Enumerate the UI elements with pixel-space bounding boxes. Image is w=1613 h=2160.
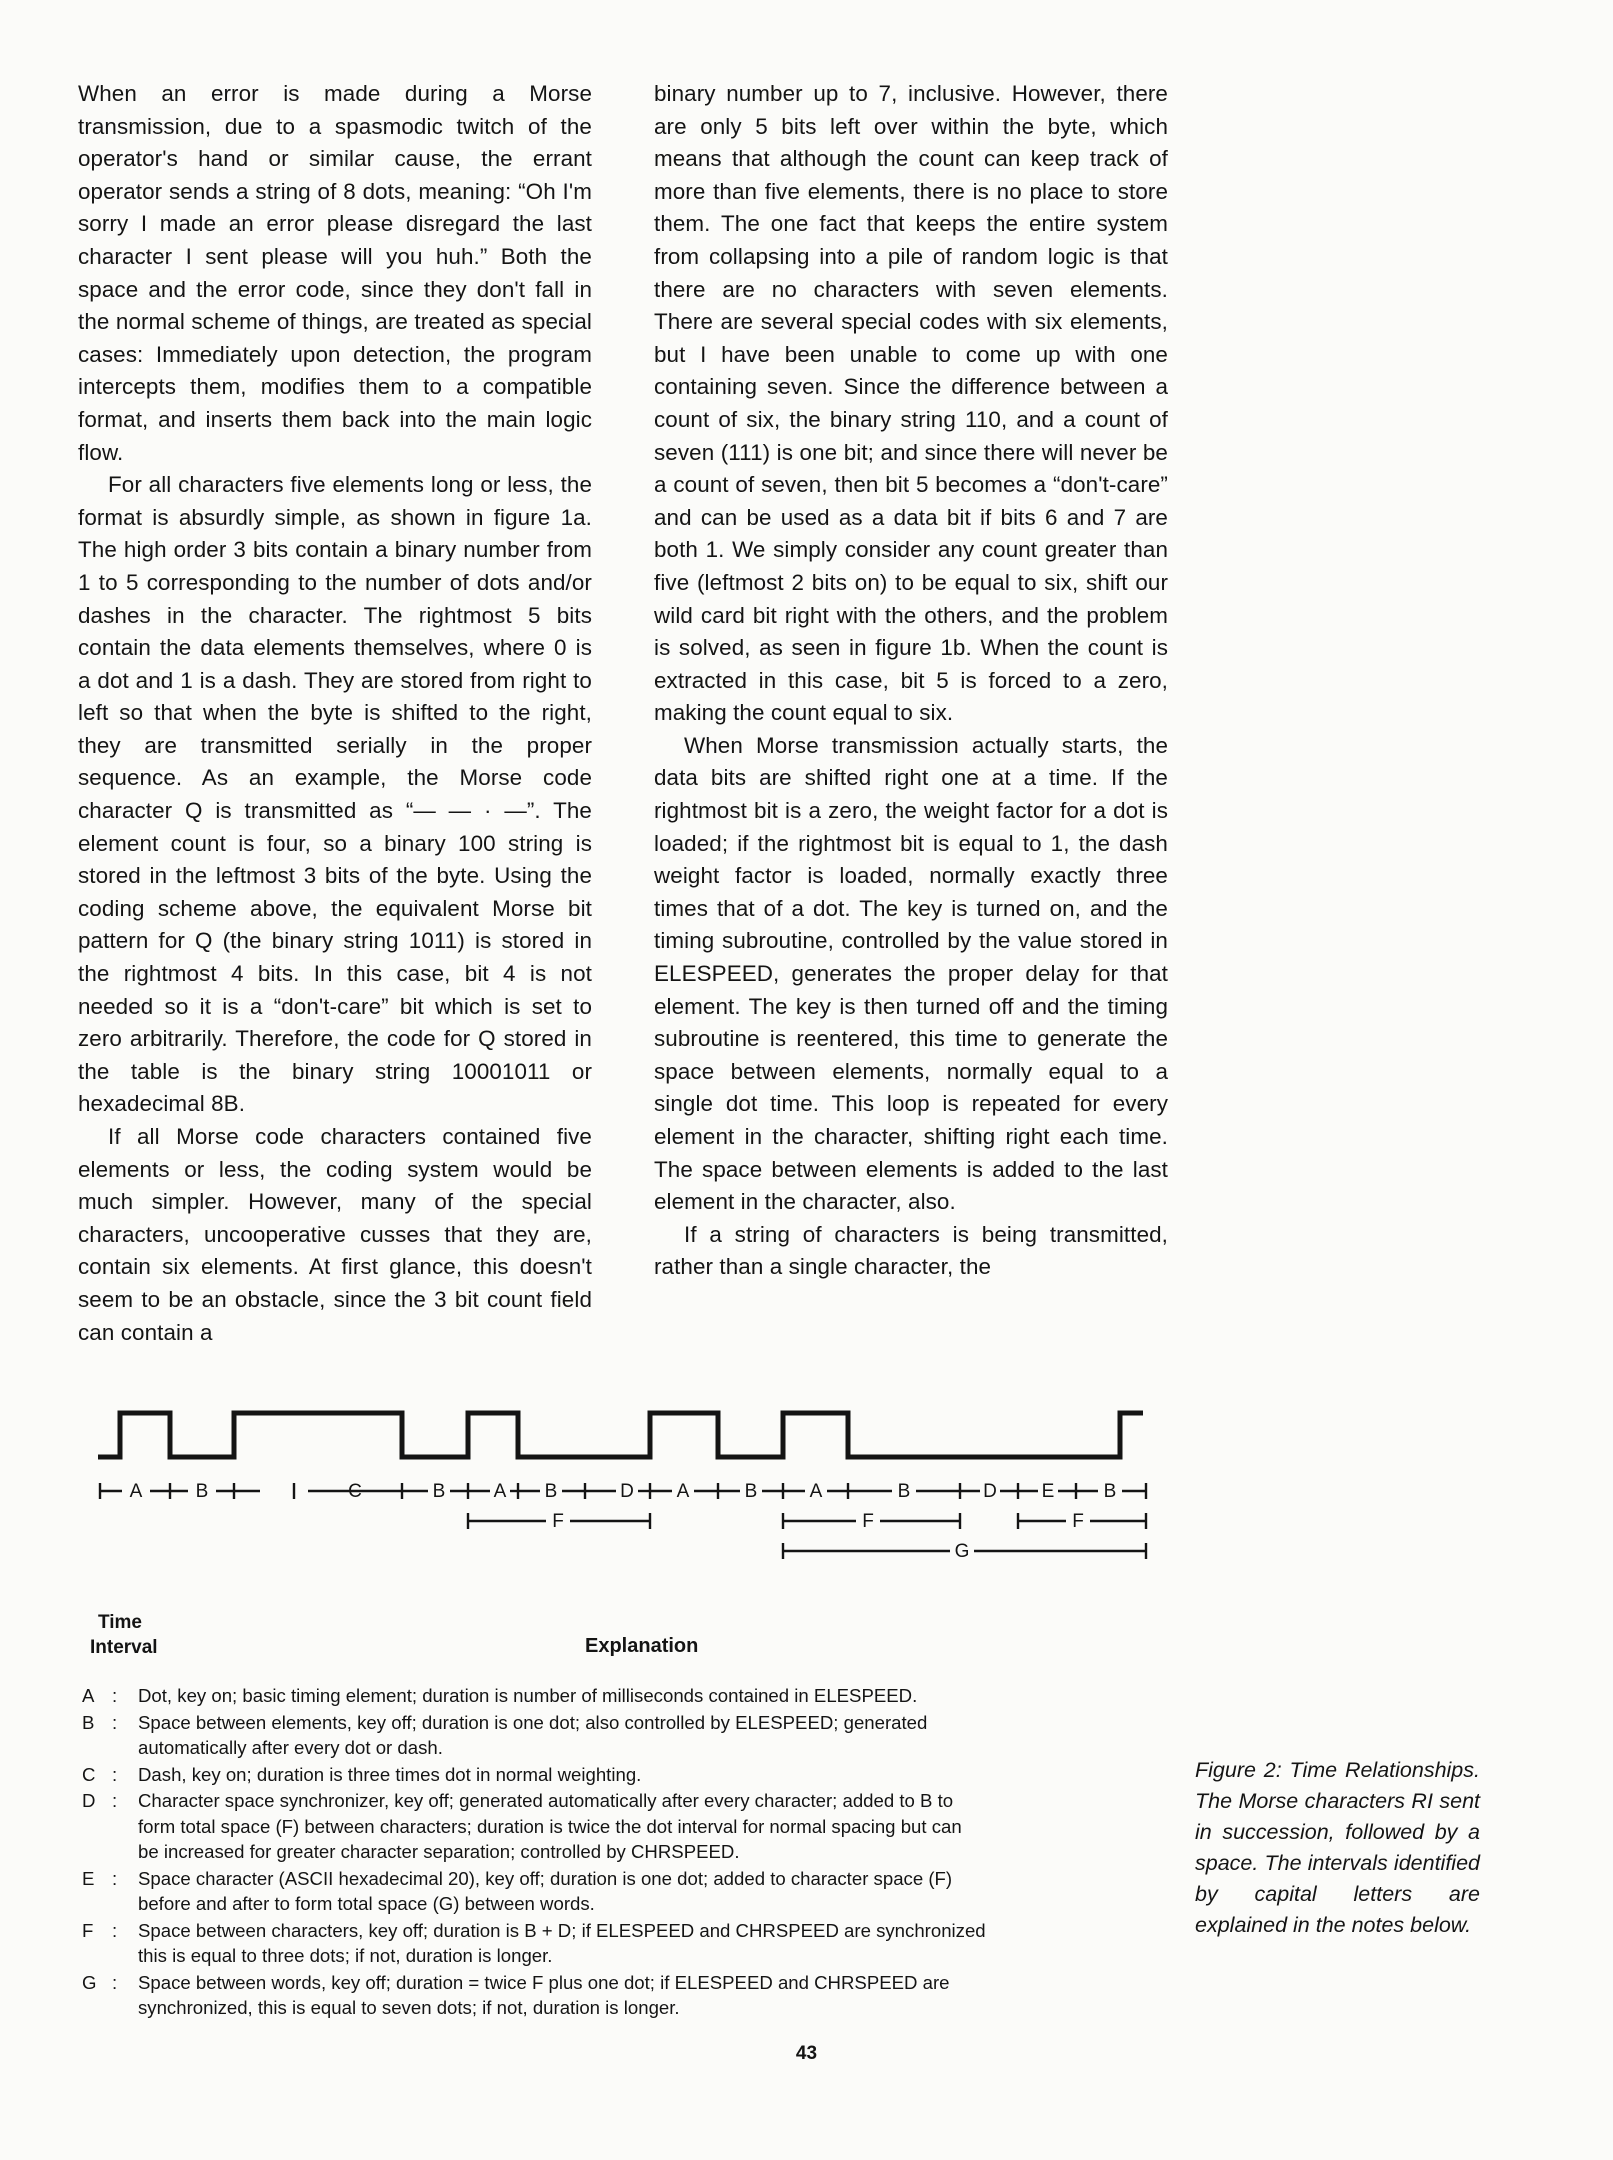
- paragraph: For all characters five elements long or less, the format is absurdly simple, as shown in figure 1a. The high order 3 bits contain a binary number from 1 to 5 corresponding to the number of dots and/or dashes in the character. The rightmost 5 bits contain the data elements themselves, where 0 is a dot and 1 is a dash. They are stored from right to left so that when the byte is shifted to the right, they are transmitted serially in the proper sequence. As an example, the Morse code character Q is transmitted as “— — · —”. The element count is four, so a binary 100 string is stored in the leftmost 3 bits of the byte. Using the coding scheme above, the equivalent Morse bit pattern for Q (the binary string 1011) is stored in the rightmost 4 bits. In this case, bit 4 is not needed so it is a “don't-care” bit which is set to zero arbitrarily. Therefore, the code for Q stored in the table is the binary string 10001011 or hexadecimal 8B.: [78, 472, 592, 1117]
- legend-notes-list: [82, 1683, 1147, 2022]
- interval-label: A: [129, 1481, 143, 1503]
- note-line: form total space (F) between characters; duration is twice the dot interval for normal spacing but can: [138, 1815, 962, 1837]
- interval-ruler-f-svg: [98, 1509, 1158, 1539]
- interval-label: D: [983, 1481, 997, 1503]
- legend-header-explanation: Explanation: [585, 1635, 699, 1657]
- interval-label: A: [809, 1481, 823, 1503]
- body-columns: [78, 78, 1168, 1349]
- legend-note-row: [82, 1683, 1147, 1709]
- note-line: Space between elements, key off; duration is one dot; also controlled by ELESPEED; generated: [138, 1711, 928, 1733]
- paragraph: When an error is made during a Morse transmission, due to a spasmodic twitch of the operator's hand or similar cause, the errant operator sends a string of 8 dots, meaning: “Oh I'm sorry I made an error please disregard the last character I sent please will you huh.” Both the space and the error code, since they don't fall in the normal scheme of things, are treated as special cases: Immediately upon detection, the program intercepts them, modifies them to a compatible format, and inserts them back into the main logic flow.: [78, 81, 592, 465]
- interval-ruler-g-svg: [98, 1539, 1158, 1569]
- legend-header-time: Time: [98, 1612, 143, 1633]
- paragraph: If a string of characters is being transmitted, rather than a single character, the: [654, 1221, 1168, 1280]
- note-colon: :: [112, 1971, 118, 1993]
- interval-label: A: [676, 1481, 690, 1503]
- interval-label: E: [1041, 1481, 1055, 1503]
- interval-label: B: [744, 1481, 758, 1503]
- note-line: automatically after every dot or dash.: [138, 1737, 443, 1758]
- left-column: [78, 78, 592, 1349]
- note-key: A: [82, 1685, 95, 1706]
- note-text: [138, 1683, 1147, 1709]
- legend-note-row: [82, 1866, 1147, 1917]
- legend-note-row: [82, 1762, 1147, 1788]
- note-line: Space between words, key off; duration = twice F plus one dot; if ELESPEED and CHRSPEED are: [138, 1971, 950, 1993]
- right-column: [654, 78, 1168, 1349]
- interval-ruler-g-span: [98, 1539, 1158, 1569]
- interval-label: B: [544, 1481, 558, 1503]
- legend-note-row: [82, 1710, 1147, 1761]
- interval-ruler-f-spans: [98, 1509, 1158, 1539]
- note-line: Character space synchronizer, key off; generated automatically after every character; added to B to: [138, 1790, 954, 1811]
- legend-note-row: [82, 1970, 1147, 2021]
- legend-header-interval: Interval: [90, 1637, 158, 1658]
- note-line: Dash, key on; duration is three times dot in normal weighting.: [138, 1763, 642, 1785]
- paragraph: When Morse transmission actually starts, the data bits are shifted right one at a time. If the rightmost bit is a zero, the weight factor for a dot is loaded; if the rightmost bit is equal to 1, the dash weight factor is loaded, normally exactly three times that of a dot. The key is turned on, and the timing subroutine, controlled by the value stored in ELESPEED, generates the proper delay for that element. The key is then turned off and the timing subroutine is reentered, this time to generate the space between elements, normally equal to a single dot time. This loop is repeated for every element in the character, shifting right each time. The space between elements is added to the last element in the character, also.: [654, 732, 1168, 1215]
- waveform-graphic: [98, 1395, 1158, 1475]
- note-text: [138, 1710, 1147, 1761]
- note-text: [138, 1762, 1147, 1788]
- interval-label-f: F: [1072, 1511, 1084, 1533]
- note-key: B: [82, 1711, 95, 1733]
- note-line: synchronized, this is equal to seven dots; if not, duration is longer.: [138, 1997, 680, 2018]
- note-line: Dot, key on; basic timing element; duration is number of milliseconds contained in ELESPEED.: [138, 1685, 918, 1706]
- interval-label: B: [897, 1481, 911, 1503]
- note-key: E: [82, 1867, 95, 1889]
- interval-ruler-primary: [98, 1475, 1158, 1509]
- paragraph: binary number up to 7, inclusive. However, there are only 5 bits left over within the byte, which means that although the count can keep track of more than five elements, there is no place to store them. The one fact that keeps the entire system from collapsing into a pile of random logic is that there are no characters with seven elements. There are several special codes with six elements, but I have been unable to come up with one containing seven. Since the difference between a count of six, the binary string 110, and a count of seven (111) is one bit; and since there will never be a count of seven, then bit 5 becomes a “don't-care” and can be used as a data bit if bits 6 and 7 are both 1. We simply consider any count greater than five (leftmost 2 bits on) to be equal to six, shift our wild card bit right with the others, and the problem is solved, as seen in figure 1b. When the count is extracted in this case, bit 5 is forced to a zero, making the count equal to six.: [654, 81, 1168, 726]
- interval-label: D: [620, 1481, 634, 1503]
- note-text: [138, 1788, 1147, 1865]
- interval-label: B: [432, 1481, 446, 1503]
- legend-header: [90, 1610, 158, 1660]
- note-colon: :: [112, 1867, 118, 1889]
- paragraph: If all Morse code characters contained five elements or less, the coding system would be much simpler. However, many of the special characters, uncooperative cusses that they are, contain six elements. At first glance, this doesn't seem to be an obstacle, since the 3 bit count field can contain a: [78, 1124, 592, 1345]
- note-text: [138, 1866, 1147, 1917]
- note-line: this is equal to three dots; if not, duration is longer.: [138, 1945, 553, 1966]
- note-line: before and after to form total space (G) between words.: [138, 1893, 595, 1914]
- note-line: be increased for greater character separation; controlled by CHRSPEED.: [138, 1841, 740, 1862]
- note-line: Space between characters, key off; duration is B + D; if ELESPEED and CHRSPEED are synchronized: [138, 1919, 986, 1941]
- page-number: 43: [795, 2043, 818, 2064]
- note-text: [138, 1918, 1147, 1969]
- note-colon: :: [112, 1685, 118, 1706]
- note-colon: :: [112, 1790, 118, 1811]
- note-colon: :: [112, 1763, 118, 1785]
- interval-label: C: [348, 1481, 362, 1503]
- interval-label-f: F: [862, 1511, 874, 1533]
- note-text: [138, 1970, 1147, 2021]
- interval-label-f: F: [552, 1511, 564, 1533]
- interval-ruler-primary-svg: [98, 1475, 1158, 1509]
- note-key: F: [82, 1919, 94, 1941]
- interval-label-g: G: [954, 1541, 970, 1563]
- note-colon: :: [112, 1919, 118, 1941]
- interval-label: B: [1103, 1481, 1117, 1503]
- legend-note-row: [82, 1788, 1147, 1865]
- interval-label: A: [493, 1481, 507, 1503]
- timing-diagram-figure: [78, 1395, 1168, 1569]
- note-key: C: [82, 1763, 96, 1785]
- note-colon: :: [112, 1711, 118, 1733]
- note-line: Space character (ASCII hexadecimal 20), key off; duration is one dot; added to character space (F): [138, 1867, 953, 1889]
- figure-caption: Figure 2: Time Relationships. The Morse characters RI sent in succession, followed by a space. The intervals identified by capital letters are explained in the notes below.: [1195, 1758, 1480, 1937]
- waveform-svg: [98, 1395, 1158, 1475]
- legend-note-row: [82, 1918, 1147, 1969]
- note-key: G: [82, 1971, 97, 1993]
- note-key: D: [82, 1790, 96, 1811]
- interval-label: B: [195, 1481, 209, 1503]
